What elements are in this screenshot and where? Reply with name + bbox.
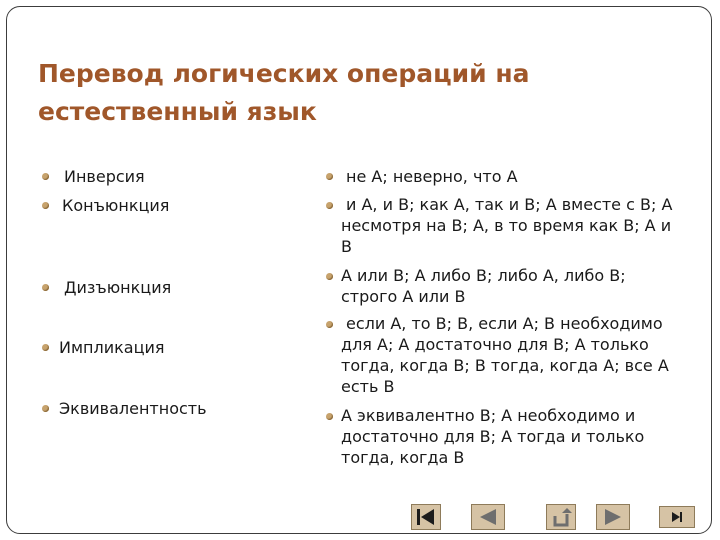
bullet-icon bbox=[326, 202, 333, 209]
bullet-icon bbox=[42, 173, 49, 180]
first-slide-icon bbox=[415, 508, 437, 526]
translation-item bbox=[346, 313, 663, 334]
previous-slide-icon bbox=[477, 508, 499, 526]
first-slide-button[interactable] bbox=[411, 504, 441, 530]
return-icon bbox=[550, 507, 572, 527]
translation-item bbox=[341, 405, 644, 468]
translation-item-continued bbox=[341, 334, 669, 397]
translation-item bbox=[341, 265, 626, 307]
bullet-icon bbox=[326, 273, 333, 280]
title-line-2: естественный язык bbox=[38, 97, 317, 126]
translation-line: А или В; А либо В; либо А, либо В; bbox=[341, 266, 626, 285]
operation-item: Конъюнкция bbox=[62, 196, 170, 215]
operation-item: Инверсия bbox=[64, 167, 145, 186]
last-slide-button[interactable] bbox=[659, 506, 695, 528]
bullet-icon bbox=[326, 321, 333, 328]
bullet-icon bbox=[42, 284, 49, 291]
translation-line: В bbox=[341, 237, 352, 256]
bullet-icon bbox=[42, 344, 49, 351]
bullet-icon bbox=[326, 413, 333, 420]
translation-line: тогда, когда В bbox=[341, 448, 465, 467]
title-line-1: Перевод логических операций на bbox=[38, 59, 530, 88]
translation-item bbox=[346, 194, 672, 215]
operation-item: Дизъюнкция bbox=[64, 278, 172, 297]
operation-item: Эквивалентность bbox=[59, 399, 207, 418]
slide-title bbox=[38, 55, 658, 131]
operation-item: Импликация bbox=[59, 338, 165, 357]
next-slide-button[interactable] bbox=[596, 504, 630, 530]
translation-line: и А, и В; как А, так и В; А вместе с В; А bbox=[346, 195, 673, 214]
translation-line: если А, то В; В, если А; В необходимо bbox=[346, 314, 663, 333]
bullet-icon bbox=[42, 405, 49, 412]
translation-item bbox=[346, 166, 518, 187]
translation-item-continued bbox=[341, 215, 671, 257]
translation-line: А эквивалентно В; А необходимо и bbox=[341, 406, 636, 425]
translation-line: несмотря на В; А, в то время как В; А и bbox=[341, 216, 672, 235]
next-slide-icon bbox=[602, 508, 624, 526]
translation-line: тогда, когда В; В тогда, когда А; все А bbox=[341, 356, 669, 375]
bullet-icon bbox=[326, 173, 333, 180]
translation-line: достаточно для В; А тогда и только bbox=[341, 427, 645, 446]
bullet-icon bbox=[42, 202, 49, 209]
translation-line: есть В bbox=[341, 377, 395, 396]
translation-line: строго А или В bbox=[341, 287, 466, 306]
previous-slide-button[interactable] bbox=[471, 504, 505, 530]
translation-line: для А; А достаточно для В; А только bbox=[341, 335, 649, 354]
return-button[interactable] bbox=[546, 504, 576, 530]
last-slide-icon bbox=[669, 511, 685, 523]
translation-line: не А; неверно, что А bbox=[346, 167, 518, 186]
